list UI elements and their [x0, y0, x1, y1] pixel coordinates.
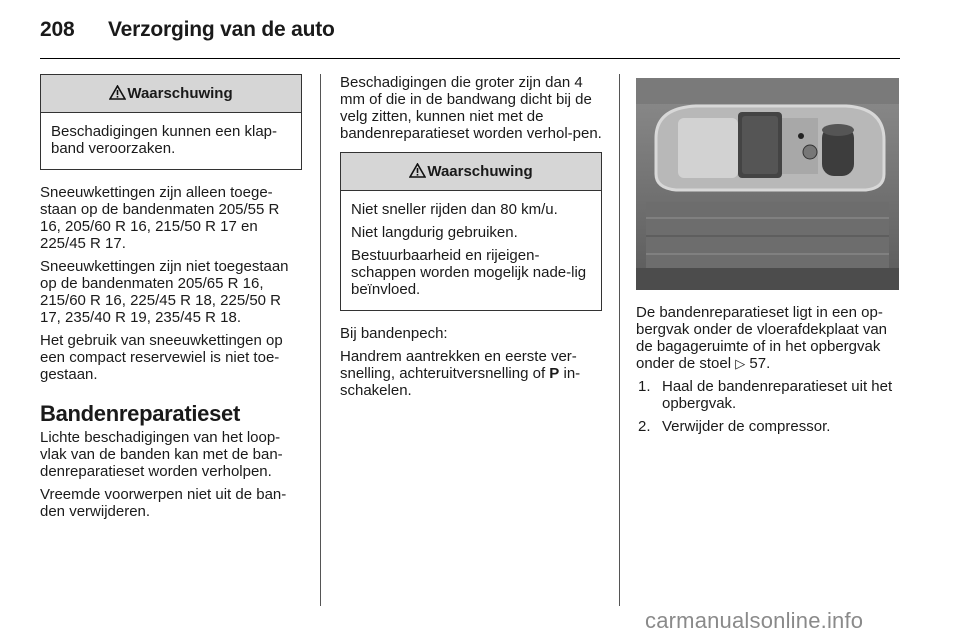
paragraph: Het gebruik van sneeuwkettingen op een compact reservewiel is niet toe-gestaan. [40, 332, 283, 383]
paragraph: Lichte beschadigingen van het loop-vlak van de banden kan met de ban-denreparatieset worden verholpen. [40, 429, 283, 480]
column-1 [40, 74, 302, 526]
paragraph [340, 348, 602, 399]
list-item [636, 418, 901, 435]
text-run: Handrem aantrekken en eerste ver-snelling, achteruitversnelling of [340, 348, 577, 382]
warning-title: Waarschuwing [427, 163, 533, 180]
section-heading: Bandenreparatieset [40, 401, 241, 426]
repair-kit-photo [636, 78, 899, 290]
column-divider-1 [320, 74, 321, 606]
paragraph: Bij bandenpech: [340, 325, 448, 342]
text-run: De bandenreparatieset ligt in een op-bergvak onder de vloerafdekplaat van de bagageruimte of in het opbergvak onder de stoel [636, 304, 888, 372]
page-number: 208 [40, 18, 75, 41]
step-text: Verwijder de compressor. [662, 418, 831, 435]
warning-line: Niet sneller rijden dan 80 km/u. [351, 201, 558, 218]
header-rule [40, 58, 900, 59]
list-item [636, 378, 901, 412]
step-number: 1. [638, 378, 651, 395]
warning-header [41, 75, 301, 113]
gear-p-label: P [549, 365, 560, 382]
text-run: 57. [745, 355, 771, 372]
warning-box [340, 152, 602, 311]
warning-box [40, 74, 302, 170]
column-divider-2 [619, 74, 620, 606]
watermark: carmanualsonline.info [645, 608, 864, 633]
warning-triangle-icon [109, 85, 126, 100]
paragraph: Vreemde voorwerpen niet uit de ban-den verwijderen. [40, 486, 287, 520]
photo-caption [636, 304, 901, 372]
page-header [40, 18, 335, 42]
warning-text: Beschadigingen kunnen een klap-band veroorzaken. [51, 123, 278, 157]
page-reference-arrow-icon: ▷ [735, 356, 746, 371]
paragraph: Sneeuwkettingen zijn niet toegestaan op de bandenmaten 205/65 R 16, 215/60 R 16, 225/45 R 18, 225/50 R 17, 235/40 R 19, 235/45 R 18. [40, 258, 289, 326]
warning-triangle-icon [409, 163, 426, 178]
steps-list [636, 378, 901, 435]
text-run: in-schakelen. [340, 365, 581, 399]
warning-line: Niet langdurig gebruiken. [351, 224, 518, 241]
page-title: Verzorging van de auto [108, 18, 335, 41]
warning-line: Bestuurbaarheid en rijeigen-schappen worden mogelijk nade-lig beïnvloed. [351, 247, 587, 298]
column-2 [340, 74, 602, 405]
step-number: 2. [638, 418, 651, 435]
column-3 [636, 78, 901, 441]
paragraph: Sneeuwkettingen zijn alleen toege-staan op de bandenmaten 205/55 R 16, 205/60 R 16, 215/50 R 17 en 225/45 R 17. [40, 184, 280, 252]
step-text: Haal de bandenreparatieset uit het opbergvak. [662, 378, 893, 412]
warning-header [341, 153, 601, 191]
paragraph: Beschadigingen die groter zijn dan 4 mm of die in de bandwang dicht bij de velg zitten, kunnen niet met de bandenreparatieset worden verhol-pen. [340, 74, 602, 142]
warning-title: Waarschuwing [127, 85, 233, 102]
